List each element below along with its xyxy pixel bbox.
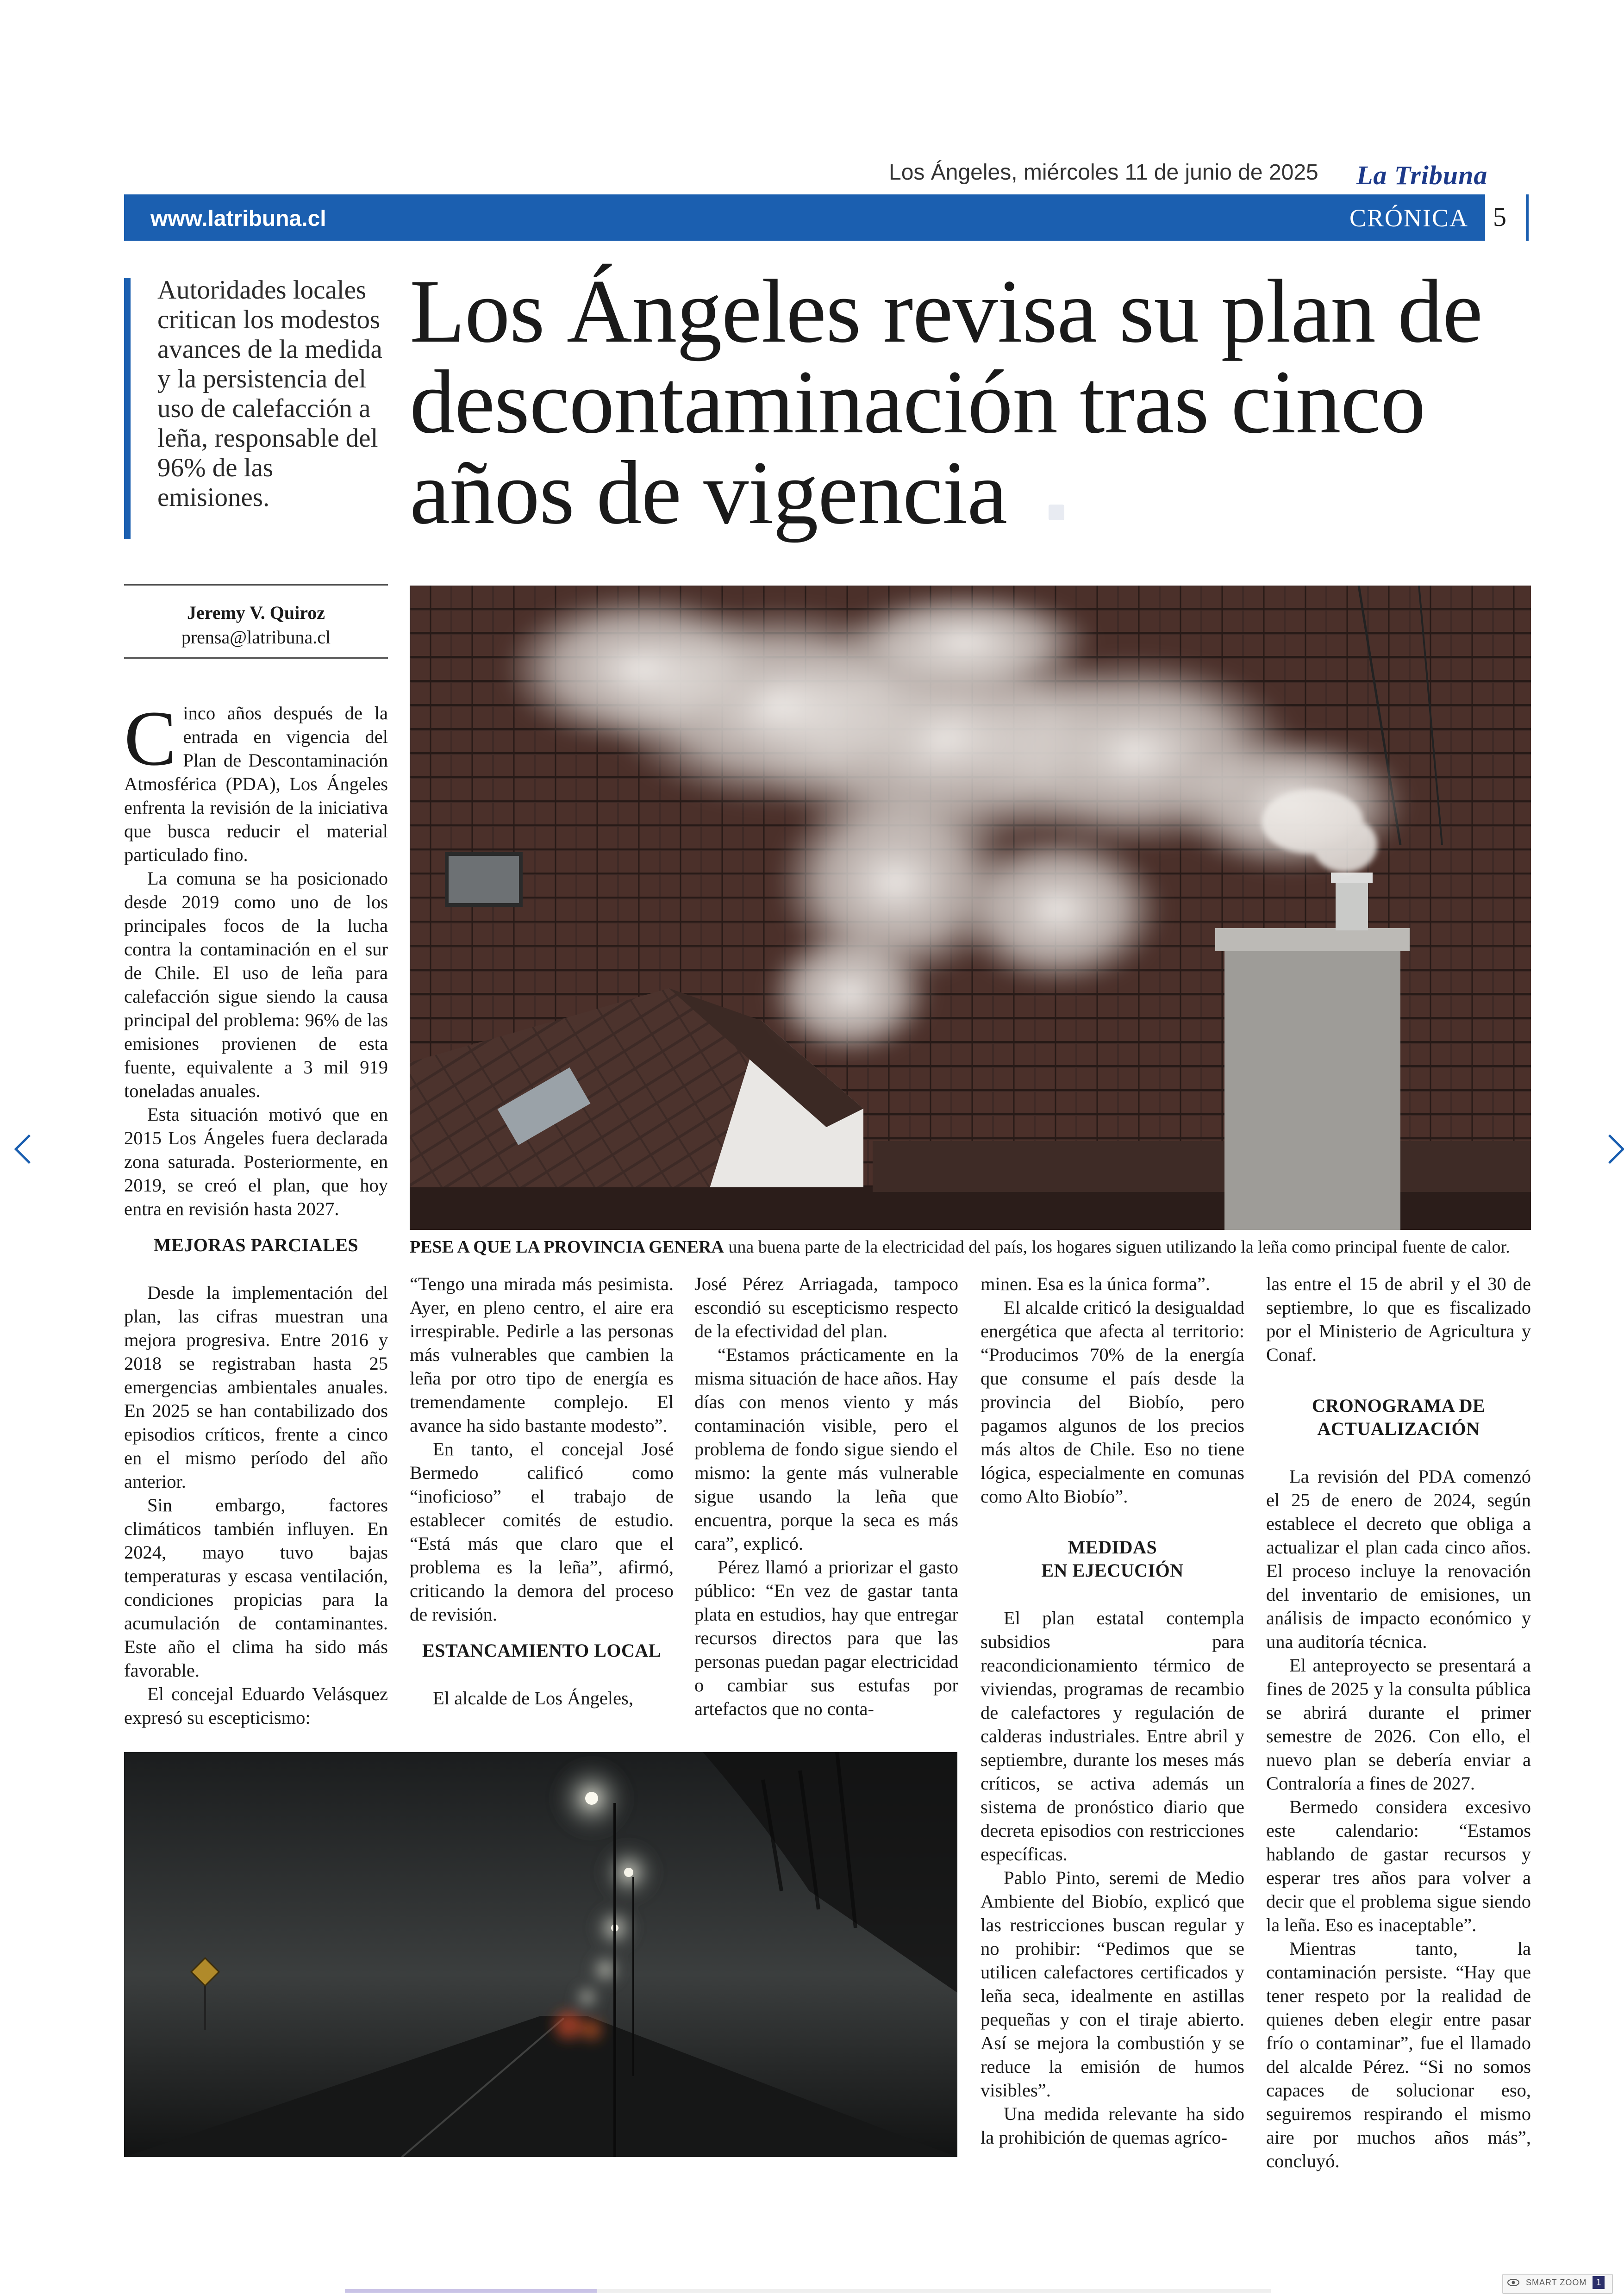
drop-cap: C bbox=[124, 695, 177, 782]
paragraph: El alcalde de Los Ángeles, bbox=[433, 1688, 633, 1709]
dateline: Los Ángeles, miércoles 11 de junio de 2025 bbox=[889, 160, 1318, 185]
byline-rule-bottom bbox=[124, 657, 388, 659]
subheading-cronograma: CRONOGRAMA DE ACTUALIZACIÓN bbox=[1312, 1395, 1486, 1439]
paragraph: Mientras tanto, la contaminación persiste. “Hay que tener respeto por la realidad de quienes deben elegir entre pasar frío o contaminar”, fue el llamado del alcalde Pérez. “Si no somos capaces de solucionar eso, seguiremos respirando el mismo aire por muchos años más”, concluyó. bbox=[1266, 1938, 1531, 2171]
page-number: 5 bbox=[1493, 202, 1506, 232]
newspaper-logo: La Tribuna bbox=[1356, 160, 1488, 190]
eye-icon bbox=[1507, 2278, 1519, 2287]
next-page-arrow-icon[interactable] bbox=[1595, 1135, 1624, 1164]
paragraph: El alcalde criticó la desigualdad energética que afecta al territorio: “Producimos 70% de la energía que consume el país desde la provincia del Biobío, pero pagamos algunos de los precios más altos de Chile. Eso no tiene lógica, especialmente en comunas como Alto Biobío”. bbox=[981, 1297, 1244, 1507]
subheading-medidas: MEDIDAS EN EJECUCIÓN bbox=[1041, 1537, 1184, 1581]
paragraph: las entre el 15 de abril y el 30 de septiembre, lo que es fiscalizado por el Ministerio de Agricultura y Conaf. bbox=[1266, 1273, 1531, 1365]
section-label: CRÓNICA bbox=[1349, 204, 1469, 232]
byline-author: Jeremy V. Quiroz bbox=[187, 602, 325, 623]
smart-zoom-page-badge: 1 bbox=[1593, 2276, 1605, 2289]
paragraph: El anteproyecto se presentará a fines de 2025 y la consulta pública se abrirá durante el primer semestre de 2026. Con ello, el nuevo plan se debería enviar a Contraloría a fines de 2027. bbox=[1266, 1655, 1531, 1794]
caption-text: una buena parte de la electricidad del país, los hogares siguen utilizando la leña como principal fuente de calor. bbox=[724, 1237, 1510, 1257]
byline-rule-top bbox=[124, 584, 388, 586]
paragraph: Esta situación motivó que en 2015 Los Ángeles fuera declarada zona saturada. Posteriormente, en 2019, se creó el plan, que hoy entra en revisión hasta 2027. bbox=[124, 1104, 388, 1219]
paragraph: Desde la implementación del plan, las cifras muestran una mejora progresiva. Entre 2016 y 2018 se registraban hasta 25 emergencias ambientales anuales. En 2025 se han contabilizado dos episodios críticos, frente a cinco en el mismo período del año anterior. bbox=[124, 1282, 388, 1492]
photo-chimney-smoke bbox=[410, 586, 1531, 1230]
smart-zoom-label: SMART ZOOM bbox=[1526, 2278, 1587, 2287]
article-column-5 bbox=[1266, 1272, 1531, 2173]
section-bar bbox=[124, 194, 1485, 241]
subheading-mejoras: MEJORAS PARCIALES bbox=[153, 1235, 359, 1255]
summary-accent-bar bbox=[124, 278, 131, 539]
paragraph: Cinco años después de la entrada en vigencia del Plan de Descontaminación Atmosférica (PDA), Los Ángeles enfrenta la revisión de la iniciativa que busca reducir el material particulado fino. bbox=[124, 695, 388, 865]
paragraph: La revisión del PDA comenzó el 25 de enero de 2024, según establece el decreto que obliga a actualizar el plan cada cinco años. El proceso incluye la renovación del inventario de emisiones, un análisis de impacto económico y una auditoría técnica. bbox=[1266, 1466, 1531, 1652]
caption-lead: PESE A QUE LA PROVINCIA GENERA bbox=[410, 1237, 724, 1257]
paragraph: En tanto, el concejal José Bermedo calificó como “inoficioso” el trabajo de establecer comités de estudio. “Está más que claro que el problema es la leña”, afirmó, criticando la demora del proceso de revisión. bbox=[410, 1439, 674, 1625]
paragraph: El concejal Eduardo Velásquez expresó su escepticismo: bbox=[124, 1684, 388, 1728]
page-number-box bbox=[1485, 194, 1529, 241]
paragraph: Bermedo considera excesivo este calendario: “Estamos hablando de gastar recursos y esperar tres años para volver a decir que el problema sigue siendo la leña. Eso es inaceptable”. bbox=[1266, 1796, 1531, 1935]
paragraph: Sin embargo, factores climáticos también influyen. En 2024, mayo tuvo bajas temperaturas y escasa ventilación, condiciones propicias para la acumulación de contaminantes. Este año el clima ha sido más favorable. bbox=[124, 1495, 388, 1681]
paragraph: “Estamos prácticamente en la misma situación de hace años. Hay días con menos viento y más contaminación visible, pero el problema de fondo sigue siendo el mismo: la gente más vulnerable sigue usando la leña que encuentra, porque la seca es más cara”, explicó. bbox=[694, 1344, 958, 1554]
article-column-1 bbox=[124, 695, 388, 1729]
scrollbar-thumb[interactable] bbox=[345, 2289, 597, 2293]
paragraph: José Pérez Arriagada, tampoco escondió su escepticismo respecto de la efectividad del plan. bbox=[694, 1273, 958, 1341]
paragraph: Pablo Pinto, seremi de Medio Ambiente del Biobío, explicó que las restricciones buscan regular y no prohibir: “Pedimos que se utilicen calefactores certificados y leña seca, idealmente en astillas pequeñas y con el tiraje abierto. Así se mejora la combustión y se reduce la emisión de humos visibles”. bbox=[981, 1867, 1244, 2101]
paragraph: El plan estatal contempla subsidios para reacondicionamiento térmico de viviendas, programas de recambio de calefactores y regulación de calderas industriales. Entre abril y septiembre, durante los meses más críticos, se activa además un sistema de pronóstico diario que decreta episodios con restricciones específicas. bbox=[981, 1608, 1244, 1865]
paragraph: minen. Esa es la única forma”. bbox=[981, 1273, 1210, 1294]
previous-page-arrow-icon[interactable] bbox=[14, 1135, 44, 1164]
paragraph: Una medida relevante ha sido la prohibición de quemas agríco- bbox=[981, 2103, 1244, 2148]
paragraph: Pérez llamó a priorizar el gasto público: “En vez de gastar tanta plata en estudios, hay que entregar recursos directos para que las personas puedan pagar electricidad o cambiar sus estufas por artefactos que no conta- bbox=[694, 1557, 958, 1719]
photo-foggy-street bbox=[124, 1752, 957, 2157]
website-label: www.latribuna.cl bbox=[150, 206, 326, 231]
article-column-4 bbox=[981, 1272, 1244, 2149]
byline-email: prensa@latribuna.cl bbox=[181, 627, 331, 648]
paragraph: “Tengo una mirada más pesimista. Ayer, en pleno centro, el aire era irrespirable. Pedirle a las personas más vulnerables que cambien la leña por otro tipo de energía es tremendamente complejo. El avance ha sido bastante modesto”. bbox=[410, 1273, 674, 1436]
paragraph: La comuna se ha posicionado desde 2019 como uno de los principales focos de la lucha contra la contaminación en el sur de Chile. El uso de leña para calefacción sigue siendo la causa principal del problema: 96% de las emisiones provienen de esta fuente, equivalente a 3 mil 919 toneladas anuales. bbox=[124, 868, 388, 1101]
headline: Los Ángeles revisa su plan de descontaminación tras cinco años de vigencia bbox=[410, 261, 1482, 543]
article-summary: Autoridades locales critican los modestos avances de la medida y la persistencia del uso de calefacción a leña, responsable del 96% de las emisiones. bbox=[157, 275, 382, 512]
subheading-estancamiento: ESTANCAMIENTO LOCAL bbox=[422, 1640, 661, 1661]
article-column-2 bbox=[410, 1272, 674, 1710]
photo-caption bbox=[410, 1237, 1531, 1257]
annotation-icon[interactable] bbox=[1049, 505, 1064, 520]
article-column-3 bbox=[694, 1272, 958, 1721]
